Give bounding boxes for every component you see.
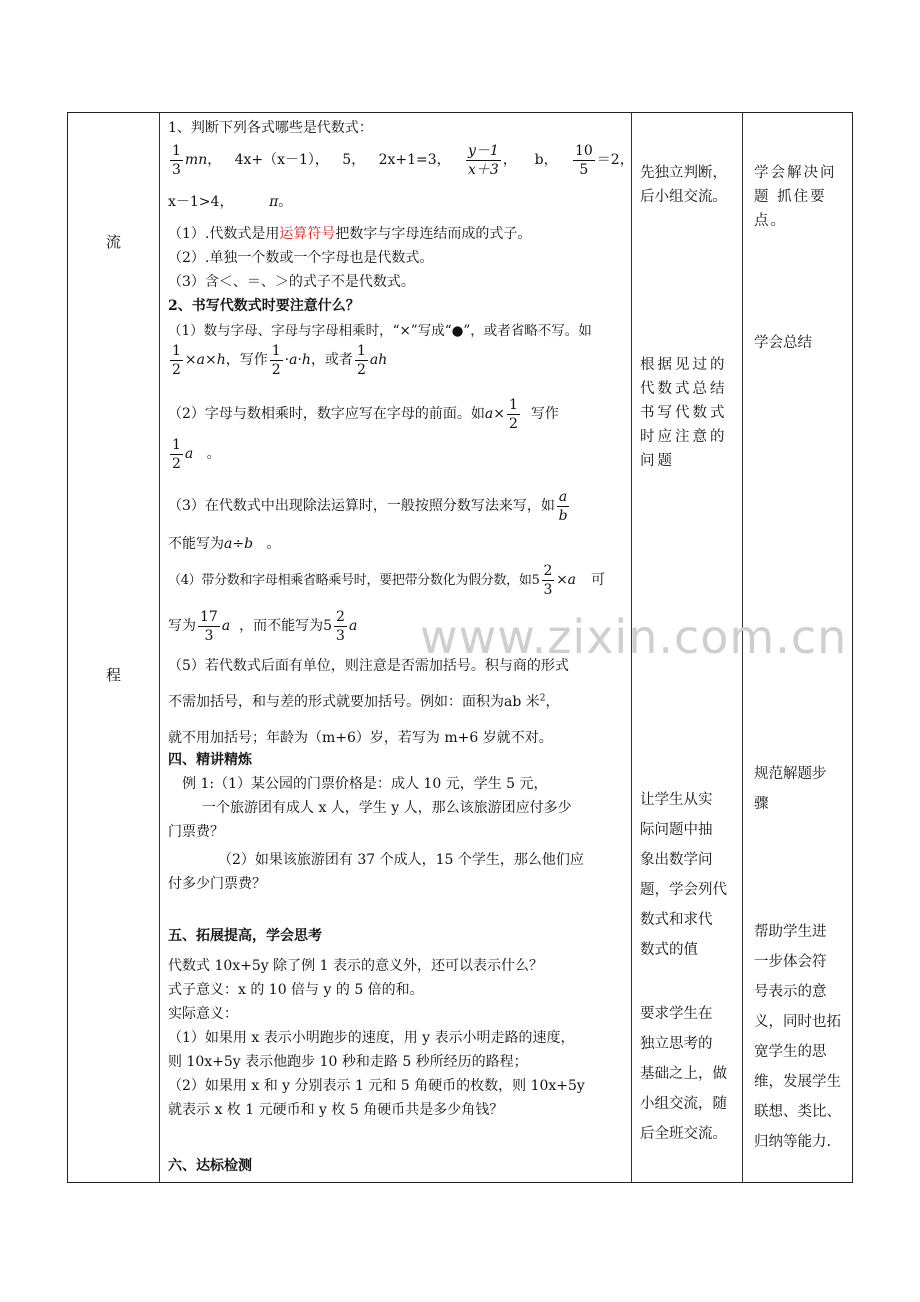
intent-1: 学会解决问 题 抓住要点。: [754, 165, 837, 229]
writing-rule-5: （5）若代数式后面有单位，则注意是否需加括号。积与商的形式: [168, 658, 569, 674]
student-activity-2: 根据见过的 代数式总结 书写代数式 时应注意的 问题: [640, 357, 728, 469]
writing-rule-3: （3）在代数式中出现除法运算时，一般按照分数写法来写，如 $\frac{a}{b}$: [168, 488, 568, 524]
q1-title: 1、判断下列各式哪些是代数式：: [168, 120, 373, 136]
rule-1: （1）.代数式是用运算符号把数字与字母连结而成的式子。: [168, 226, 532, 242]
writing-rule-2: （2）字母与数相乘时，数字应写在字母的前面。如a× $\frac{1}{2}$ 写作: [168, 396, 559, 432]
stage-label-bottom: 程: [106, 666, 122, 684]
rule-2: （2）.单独一个数或一个字母也是代数式。: [168, 250, 434, 266]
writing-rule-5-line2: 不需加括号，和与差的形式就要加括号。例如：面积为ab 米$^2$，: [168, 693, 560, 710]
section-6-title: 六、达标检测: [168, 1158, 252, 1174]
example-1-line1: 例 1:（1）某公园的门票价格是：成人 10 元，学生 5 元，: [182, 776, 548, 792]
fraction-one-third: $\frac{1}{3}$: [172, 142, 181, 178]
example-1-line5: 付多少门票费？: [168, 876, 266, 892]
section-5-line4: （1）如果用 x 表示小明跑步的速度，用 y 表示小明走路的速度，: [168, 1030, 575, 1046]
q2-title: 2、书写代数式时要注意什么？: [168, 298, 360, 314]
fraction-ten-fifths: $\frac{10}{5}$: [574, 142, 593, 178]
student-activity-3: 让学生从实 际问题中抽 象出数学问 题，学会列代 数式和求代 数式的值: [640, 792, 727, 958]
intent-2: 学会总结: [754, 335, 812, 351]
section-5-line1: 代数式 10x+5y 除了例 1 表示的意义外，还可以表示什么？: [168, 958, 543, 974]
writing-rule-1: （1）数与字母、字母与字母相乘时，“×”写成“●”，或者省略不写。如: [168, 323, 592, 339]
column-divider: [159, 113, 160, 1182]
example-1-line2: 一个旅游团有成人 x 人，学生 y 人，那么该旅游团应付多少: [202, 800, 572, 816]
section-5-line6: （2）如果用 x 和 y 分别表示 1 元和 5 角硬币的枚数，则 10x+5y: [168, 1078, 585, 1094]
section-5-line2: 式子意义：x 的 10 倍与 y 的 5 倍的和。: [168, 982, 424, 998]
example-1-line4: （2）如果该旅游团有 37 个成人，15 个学生，那么他们应: [218, 852, 584, 868]
stage-label-top: 流: [106, 233, 122, 251]
section-5-title: 五、拓展提高，学会思考: [168, 928, 322, 944]
writing-rule-1-examples: $\frac{1}{2}$ ×a×h，写作 $\frac{1}{2}$ ·a·h，或者 $\frac{1}{2}$ ah: [172, 342, 388, 378]
section-5-line5: 则 10x+5y 表示他跑步 10 秒和走路 5 秒所经历的路程；: [168, 1054, 528, 1070]
intent-3: 规范解题步 骤: [754, 766, 827, 812]
fraction-y-over-x: $\frac{y-1}{x+3}$: [468, 142, 499, 178]
q1-expressions-line2: x－1>4， π。: [168, 194, 293, 210]
writing-rule-3-tail: 不能写为a÷b 。: [168, 536, 281, 552]
intent-4: 帮助学生进 一步体会符 号表示的意 义，同时也拓 宽学生的思 维，发展学生 联想、类比、 归纳等能力.: [754, 924, 841, 1150]
section-5-line3: 实际意义：: [168, 1006, 238, 1022]
q1-expressions: $\frac{1}{3}$ mn， 4x+（x－1）， 5， 2x+1=3， $\frac{y-1}{x+3}$ ， b， $\frac{10}{5}$ ＝2，: [172, 142, 634, 178]
section-5-line7: 就表示 x 枚 1 元硬币和 y 枚 5 角硬币共是多少角钱？: [168, 1102, 504, 1118]
student-activity-4: 要求学生在 独立思考的 基础之上，做 小组交流，随 后全班交流。: [640, 1006, 727, 1142]
student-activity-1: 先独立判断， 后小组交流。: [640, 165, 727, 205]
watermark: www.zixin.com.cn: [420, 610, 848, 664]
writing-rule-2-result: $\frac{1}{2}$ a 。: [172, 436, 221, 472]
writing-rule-4: （4）带分数和字母相乘省略乘号时，要把带分数化为假分数，如5 $\frac{2}{3}$ ×a 可: [168, 563, 605, 598]
writing-rule-4-result: 写为 $\frac{17}{3}$ a ，而不能写为5 $\frac{2}{3}$ a: [168, 608, 358, 644]
writing-rule-5-line3: 就不用加括号；年龄为（m+6）岁，若写为 m+6 岁就不对。: [168, 730, 553, 746]
section-4-title: 四、精讲精炼: [168, 752, 252, 768]
example-1-line3: 门票费？: [168, 824, 224, 840]
rule-3: （3）含＜、＝、＞的式子不是代数式。: [168, 274, 415, 290]
